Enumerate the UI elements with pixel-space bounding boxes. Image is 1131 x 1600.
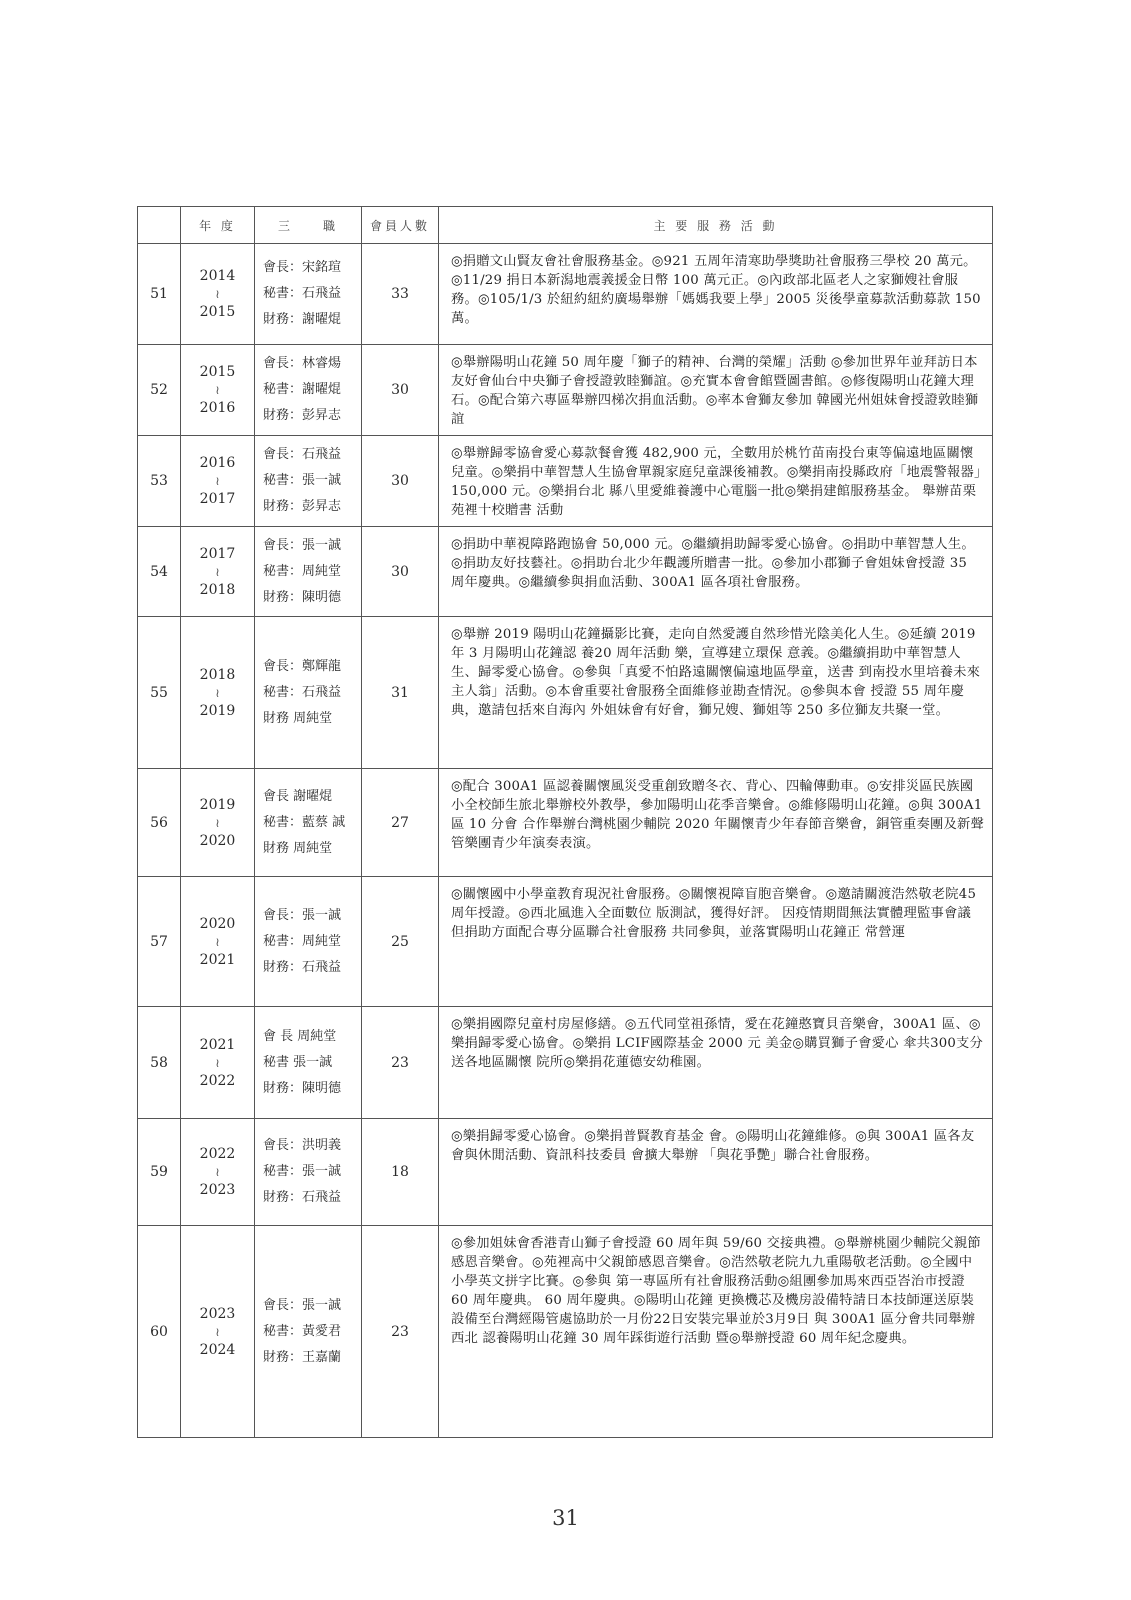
president: 會長：石飛益 (263, 447, 342, 462)
treasurer: 財務：石飛益 (263, 1190, 342, 1205)
year-separator: ≀ (215, 564, 220, 579)
member-count: 27 (362, 769, 439, 877)
year-end: 2024 (199, 1341, 236, 1358)
table-row (138, 436, 993, 527)
president: 會長：林睿煬 (263, 356, 342, 371)
secretary: 秘書：周純堂 (263, 563, 342, 579)
header-year: 年 度 (181, 207, 255, 244)
treasurer: 財務：石飛益 (263, 959, 342, 975)
activities-text: ◎舉辦陽明山花鐘 50 周年慶「獅子的精神、台灣的榮耀」活動 ◎參加世界年並拜訪日本友好會仙台中央獅子會授證敦睦獅誼。◎充實本會會館暨圖書館。◎修復陽明山花鐘大理石。◎配合第六專區舉辦四梯次捐血活動。◎率本會獅友參加 韓國光州姐妹會授證敦睦獅誼 (439, 345, 993, 436)
activities-text: ◎舉辦 2019 陽明山花鐘攝影比賽，走向自然愛護自然珍惜光陰美化人生。◎延續 2019 年 3 月陽明山花鐘認 養20 周年活動 樂，宣導建立環保 意義。◎繼續捐助中華智慧人生、歸零愛心協會。◎參與「真愛不怕路遠關懷偏遠地區學童，送書 到南投水里培養未來主人翁」活動。◎本會重要社會服務全面維修並勘查情況。◎參與本會 授證 55 周年慶典，邀請包括來自海內 外姐妹會有好會，獅兄嫂、獅姐等 250 多位獅友共聚一堂。 (439, 617, 993, 769)
officers (255, 1007, 362, 1119)
secretary: 秘書：石飛益 (263, 684, 342, 700)
activities-text: ◎捐贈文山賢友會社會服務基金。◎921 五周年清寒助學獎助社會服務三學校 20 萬元。◎11/29 捐日本新潟地震義援金日幣 100 萬元正。◎內政部北區老人之家獅嫂社會服務。◎105/1/3 於紐約紐約廣場舉辦「媽媽我要上學」2005 災後學童募款活動募款 150 萬。 (439, 244, 993, 345)
officers (255, 769, 362, 877)
term-number: 55 (138, 617, 181, 769)
president: 會長：張一誠 (263, 537, 342, 553)
term-years (181, 244, 255, 345)
year-end: 2017 (199, 491, 236, 507)
officers (255, 1226, 362, 1438)
secretary: 秘書：周純堂 (263, 933, 342, 949)
officers (255, 1119, 362, 1226)
term-years (181, 436, 255, 527)
table-row (138, 769, 993, 877)
secretary: 秘書：藍蔡 誠 (263, 814, 346, 830)
member-count: 18 (362, 1119, 439, 1226)
header-members: 會員人數 (362, 207, 439, 244)
header-row (138, 207, 993, 244)
term-number: 60 (138, 1226, 181, 1438)
member-count: 30 (362, 527, 439, 617)
year-start: 2020 (199, 915, 236, 932)
president: 會長：張一誠 (263, 907, 342, 923)
officers (255, 345, 362, 436)
secretary: 秘書：謝曜焜 (263, 382, 342, 397)
treasurer: 財務：謝曜焜 (263, 312, 342, 327)
year-start: 2023 (199, 1305, 236, 1322)
year-start: 2022 (199, 1146, 236, 1162)
year-separator: ≀ (215, 1055, 220, 1070)
officers (255, 877, 362, 1007)
secretary: 秘書：張一誠 (263, 473, 342, 488)
year-end: 2021 (199, 951, 236, 968)
term-number: 53 (138, 436, 181, 527)
treasurer: 財務：陳明德 (263, 1080, 342, 1096)
member-count: 30 (362, 436, 439, 527)
secretary: 秘書：張一誠 (263, 1164, 342, 1179)
table-row (138, 345, 993, 436)
member-count: 23 (362, 1226, 439, 1438)
secretary: 秘書：黃愛君 (263, 1323, 342, 1339)
secretary: 秘書 張一誠 (263, 1054, 333, 1070)
year-start: 2018 (199, 666, 236, 683)
term-years (181, 877, 255, 1007)
year-start: 2019 (199, 796, 236, 813)
year-start: 2015 (199, 364, 236, 380)
president: 會長：洪明義 (263, 1138, 342, 1153)
year-end: 2022 (199, 1072, 236, 1089)
activities-text: ◎配合 300A1 區認養關懷風災受重創致贈冬衣、背心、四輪傳動車。◎安排災區民族國小全校師生旅北舉辦校外教學，參加陽明山花季音樂會。◎維修陽明山花鐘。◎與 300A1 區 10 分會 合作舉辦台灣桃園少輔院 2020 年關懷青少年春節音樂會，銅管重奏團及新聲管樂團青少年演奏表演。 (439, 769, 993, 877)
year-end: 2020 (199, 832, 236, 849)
table-row (138, 1119, 993, 1226)
member-count: 33 (362, 244, 439, 345)
treasurer: 財務：彭昇志 (263, 408, 342, 423)
term-years (181, 1226, 255, 1438)
president: 會長 謝曜焜 (263, 788, 333, 804)
year-end: 2023 (199, 1182, 236, 1198)
president: 會長：張一誠 (263, 1297, 342, 1313)
activities-text: ◎舉辦歸零協會愛心募款餐會獲 482,900 元，全數用於桃竹苗南投台東等偏遠地區關懷兒童。◎樂捐中華智慧人生協會單親家庭兒童課後補教。◎樂捐南投縣政府「地震警報器」150,000 元。◎樂捐台北 縣八里愛維養護中心電腦一批◎樂捐建館服務基金。 舉辦苗栗苑裡十校贈書 活動 (439, 436, 993, 527)
term-number: 56 (138, 769, 181, 877)
treasurer: 財務：陳明德 (263, 589, 342, 605)
year-separator: ≀ (215, 383, 220, 397)
officers (255, 527, 362, 617)
secretary: 秘書：石飛益 (263, 286, 342, 301)
table-row (138, 244, 993, 345)
year-end: 2018 (199, 581, 236, 598)
member-count: 25 (362, 877, 439, 1007)
officers (255, 244, 362, 345)
treasurer: 財務：彭昇志 (263, 499, 342, 514)
term-number: 57 (138, 877, 181, 1007)
table-row (138, 617, 993, 769)
term-years (181, 1007, 255, 1119)
term-number: 54 (138, 527, 181, 617)
member-count: 23 (362, 1007, 439, 1119)
table-row (138, 527, 993, 617)
term-years (181, 527, 255, 617)
president: 會 長 周純堂 (263, 1028, 337, 1044)
member-count: 30 (362, 345, 439, 436)
activities-text: ◎樂捐國際兒童村房屋修繕。◎五代同堂祖孫情，愛在花鐘憨寶貝音樂會，300A1 區、◎樂捐歸零愛心協會。◎樂捐 LCIF國際基金 2000 元 美金◎購買獅子會愛心 傘共300支分送各地區關懷 院所◎樂捐花蓮德安幼稚園。 (439, 1007, 993, 1119)
header-no (138, 207, 181, 244)
year-start: 2016 (199, 455, 236, 471)
president: 會長：鄭輝龍 (263, 658, 342, 674)
activities-text: ◎捐助中華視障路跑協會 50,000 元。◎繼續捐助歸零愛心協會。◎捐助中華智慧人生。◎捐助友好技藝社。◎捐助台北少年觀護所贈書一批。◎參加小郡獅子會姐妹會授證 35 周年慶典。◎繼續參與捐血活動、300A1 區各項社會服務。 (439, 527, 993, 617)
year-start: 2017 (199, 545, 236, 562)
year-separator: ≀ (215, 685, 220, 700)
year-start: 2021 (199, 1036, 236, 1053)
term-number: 58 (138, 1007, 181, 1119)
term-number: 52 (138, 345, 181, 436)
officers (255, 617, 362, 769)
year-end: 2016 (199, 400, 236, 416)
treasurer: 財務：王嘉蘭 (263, 1349, 342, 1365)
term-years (181, 769, 255, 877)
activities-text: ◎參加姐妹會香港青山獅子會授證 60 周年與 59/60 交接典禮。◎舉辦桃園少輔院父親節感恩音樂會。◎苑裡高中父親節感恩音樂會。◎浩然敬老院九九重陽敬老活動。◎全國中小學英文拼字比賽。◎參與 第一專區所有社會服務活動◎組團參加馬來西亞峇治市授證 60 周年慶典。 60 周年慶典。◎陽明山花鐘 更換機芯及機房設備特請日本技師運送原裝設備至台灣經陽管處協助於一月份22日安裝完畢並於3月9日 與 300A1 區分會共同舉辦西北 認養陽明山花鐘 30 周年踩街遊行活動 暨◎舉辦授證 60 周年紀念慶典。 (439, 1226, 993, 1438)
header-activities: 主 要 服 務 活 動 (439, 207, 993, 244)
year-start: 2014 (199, 268, 236, 284)
term-number: 51 (138, 244, 181, 345)
activities-text: ◎關懷國中小學童教育現況社會服務。◎關懷視障盲胞音樂會。◎邀請關渡浩然敬老院45 周年授證。◎西北風進入全面數位 版測試，獲得好評。 因疫情期間無法實體理監事會議但捐助方面配合專分區聯合社會服務 共同參與，並落實陽明山花鐘正 常營運 (439, 877, 993, 1007)
table-row (138, 1007, 993, 1119)
year-separator: ≀ (215, 474, 220, 488)
service-history-table (137, 206, 993, 1438)
officers (255, 436, 362, 527)
term-years (181, 617, 255, 769)
president: 會長：宋銘瑄 (263, 260, 342, 275)
year-separator: ≀ (215, 1165, 220, 1179)
term-years (181, 345, 255, 436)
page-number: 31 (552, 1506, 579, 1530)
term-number: 59 (138, 1119, 181, 1226)
member-count: 31 (362, 617, 439, 769)
year-separator: ≀ (215, 287, 220, 301)
header-officers: 三 職 (255, 207, 362, 244)
treasurer: 財務 周純堂 (263, 840, 333, 856)
year-separator: ≀ (215, 815, 220, 830)
year-separator: ≀ (215, 934, 220, 949)
table-row (138, 1226, 993, 1438)
activities-text: ◎樂捐歸零愛心協會。◎樂捐普賢教育基金 會。◎陽明山花鐘維修。◎與 300A1 區各友會與休閒活動、資訊科技委員 會擴大舉辦 「與花爭艷」聯合社會服務。 (439, 1119, 993, 1226)
year-separator: ≀ (215, 1324, 220, 1339)
year-end: 2015 (199, 304, 236, 320)
year-end: 2019 (199, 702, 236, 719)
table-body (138, 207, 993, 1438)
treasurer: 財務 周純堂 (263, 710, 333, 726)
term-years (181, 1119, 255, 1226)
table-row (138, 877, 993, 1007)
